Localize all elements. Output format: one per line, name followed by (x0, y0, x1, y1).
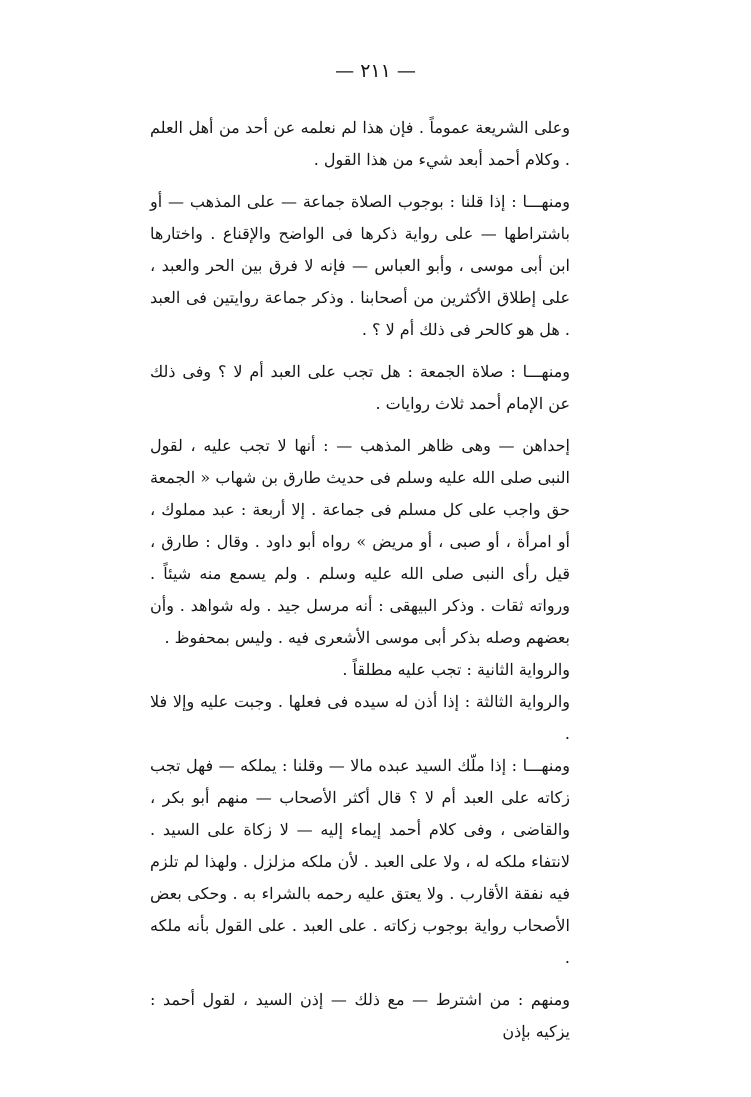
paragraph: إحداهن — وهى ظاهر المذهب — : أنها لا تجب عليه ، لقول النبى صلى الله عليه وسلم فى حديث طارق بن شهاب « الجمعة حق واجب على كل مسلم فى جماعة . إلا أربعة : عبد مملوك ، أو امرأة ، أو صبى ، أو مريض » رواه أبو داود . وقال : طارق ، قيل رأى النبى صلى الله عليه وسلم . ولم يسمع منه شيئاً . ورواته ثقات . وذكر البيهقى : أنه مرسل جيد . وله شواهد . وأن بعضهم وصله بذكر أبى موسى الأشعرى فيه . وليس بمحفوظ . (150, 436, 570, 647)
paragraph: ومنهـــا : إذا ملّك السيد عبده مالا — وقلنا : يملكه — فهل تجب زكاته على العبد أم لا ؟ قال أكثر الأصحاب — منهم أبو بكر ، والقاضى ، وفى كلام أحمد إيماء إليه — لا زكاة على السيد . لانتفاء ملكه له ، ولا على العبد . لأن ملكه مزلزل . ولهذا لم تلزم فيه نفقة الأقارب . ولا يعتق عليه رحمه بالشراء به . وحكى بعض الأصحاب رواية بوجوب زكاته . على العبد . على القول بأنه ملكه . (150, 756, 570, 967)
paragraph: ومنهـــا : صلاة الجمعة : هل تجب على العبد أم لا ؟ وفى ذلك عن الإمام أحمد ثلاث روايات . (150, 362, 570, 413)
paragraph: وعلى الشريعة عموماً . فإن هذا لم نعلمه عن أحد من أهل العلم . وكلام أحمد أبعد شيء من هذا القول . (150, 118, 570, 169)
paragraph: والرواية الثالثة : إذا أذن له سيده فى فعلها . وجبت عليه وإلا فلا . (150, 692, 570, 743)
paragraph: ومنهـــا : إذا قلنا : بوجوب الصلاة جماعة — على المذهب — أو باشتراطها — على رواية ذكرها فى الواضح والإقناع . واختارها ابن أبى موسى ، وأبو العباس — فإنه لا فرق بين الحر والعبد ، على إطلاق الأكثرين من أصحابنا . وذكر جماعة روايتين فى العبد . هل هو كالحر فى ذلك أم لا ؟ . (150, 192, 570, 339)
paragraph: والرواية الثانية : تجب عليه مطلقاً . (342, 660, 570, 679)
paragraph: ومنهم : من اشترط — مع ذلك — إذن السيد ، لقول أحمد : يزكيه بإذن (150, 990, 570, 1041)
page-number: — ٢١١ — (335, 60, 416, 82)
body-text (150, 112, 570, 1048)
